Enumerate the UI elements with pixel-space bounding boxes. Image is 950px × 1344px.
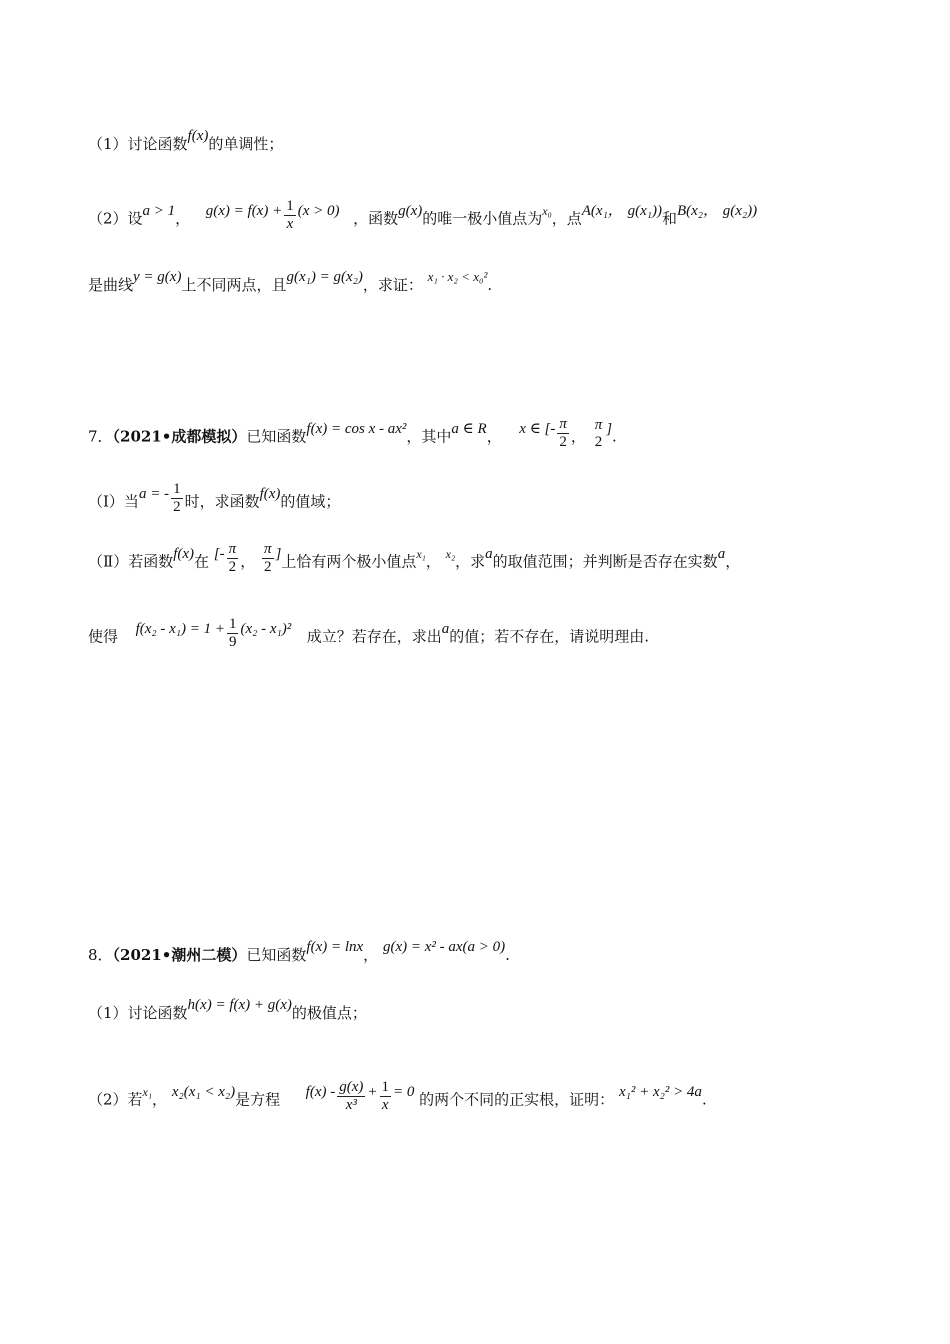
q7-end: . bbox=[612, 427, 617, 446]
q8-part1 bbox=[88, 997, 890, 1024]
q7-l2-fraction bbox=[227, 616, 239, 651]
q7-dom-two1: 2 bbox=[559, 434, 567, 450]
q7-part2-line2 bbox=[88, 616, 890, 655]
q7-dom-right: ] bbox=[606, 420, 613, 437]
q7-dom-pi2: π bbox=[594, 416, 603, 433]
q6-pointA: A(x₁， bbox=[581, 202, 623, 219]
q6-x0: x₀ bbox=[542, 203, 552, 218]
q8-part2 bbox=[88, 1079, 890, 1118]
q6-text2: 的唯一极小值点为 bbox=[422, 209, 543, 228]
q6-equal: g(x₁) = g(x₂) bbox=[286, 269, 363, 285]
q8-header bbox=[88, 939, 890, 966]
q7-p1-num: 1 bbox=[173, 481, 181, 497]
q7-p2-int-right: ] bbox=[275, 545, 282, 562]
q7-fdef: f(x) = cos x - ax² bbox=[306, 420, 407, 437]
q6-gdef-den: x bbox=[286, 216, 294, 232]
q8-p2-claim: x₁² + x₂² > 4a bbox=[618, 1083, 702, 1100]
q8-p1-suffix: 的极值点； bbox=[291, 1004, 367, 1022]
q6-comma1: ， bbox=[175, 209, 191, 228]
q6-gdef-fraction bbox=[284, 198, 296, 233]
q7-p2-text3: ，求 bbox=[455, 552, 486, 571]
q7-l2-prefix: 使得 bbox=[88, 627, 119, 646]
q7-p2-end: ， bbox=[725, 552, 741, 571]
q8-p2-num2: 1 bbox=[381, 1079, 389, 1095]
q6-claim: x₁ · x₂ < x₀² bbox=[427, 269, 488, 284]
q7-p2-int-left: [- bbox=[213, 545, 225, 562]
q6-part1 bbox=[88, 128, 890, 155]
q7-p2-a2: a bbox=[717, 545, 726, 562]
q8-p2-text1: 是方程 bbox=[235, 1090, 281, 1109]
q6-l2-end: . bbox=[487, 276, 493, 294]
q6-part2 bbox=[88, 198, 890, 237]
q7-p2-frac2 bbox=[262, 541, 274, 576]
q7-p1-fraction bbox=[171, 481, 183, 516]
q6-curve: y = g(x) bbox=[133, 269, 182, 285]
q7-dom-pi1: π bbox=[559, 416, 567, 432]
q8-p2-prefix: （2）若 bbox=[88, 1090, 143, 1109]
q6-part1-suffix: 的单调性； bbox=[208, 135, 284, 153]
q8-number: 8． bbox=[88, 946, 113, 964]
q6-gdef-left: g(x) = f(x) + bbox=[205, 202, 283, 219]
q6-l2-text2: ，求证： bbox=[362, 276, 423, 294]
q7-text2: ，其中 bbox=[406, 427, 452, 446]
q6-text3: ，点 bbox=[551, 209, 582, 228]
q7-p2-pi1: π bbox=[228, 541, 237, 557]
q7-p2-text4: 的取值范围；并判断是否存在实数 bbox=[492, 552, 718, 571]
q6-part1-math: f(x) bbox=[187, 128, 209, 144]
q6-part1-prefix: （1）讨论函数 bbox=[88, 135, 188, 153]
q7-p2-sep: ， bbox=[240, 552, 256, 571]
q8-p2-x1: x₁ bbox=[142, 1084, 153, 1099]
q8-text1: 已知函数 bbox=[246, 946, 307, 964]
q6-and: 和 bbox=[661, 209, 677, 228]
q7-source: （2021•成都模拟） bbox=[112, 427, 247, 446]
q7-comma: ， bbox=[486, 427, 502, 446]
q6-gx: g(x) bbox=[398, 202, 423, 219]
q6-l2-prefix: 是曲线 bbox=[88, 276, 134, 294]
q8-p2-frac1 bbox=[337, 1079, 365, 1114]
q8-p2-num1: g(x) bbox=[339, 1079, 364, 1095]
q8-p1-hdef: h(x) = f(x) + g(x) bbox=[187, 997, 292, 1013]
q7-p1-text1: 时，求函数 bbox=[184, 492, 260, 511]
q6-cond-a: a > 1 bbox=[142, 202, 176, 219]
q8-p2-x2: x₂(x₁ < x₂) bbox=[171, 1083, 236, 1100]
q7-p1-fx: f(x) bbox=[259, 485, 281, 502]
q8-comma: ， bbox=[363, 946, 379, 964]
q7-l2-eq-right: (x₂ - x₁)² bbox=[240, 620, 292, 637]
q6-gdef-right: (x > 0) bbox=[297, 202, 340, 219]
q7-l2-num: 1 bbox=[228, 616, 237, 632]
q7-p2-prefix: （Ⅱ）若函数 bbox=[88, 552, 174, 571]
q7-dom-two2: 2 bbox=[594, 433, 603, 450]
q7-header bbox=[88, 416, 890, 455]
q7-part2 bbox=[88, 541, 890, 580]
q8-p2-den2: x bbox=[381, 1097, 389, 1113]
q7-l2-a: a bbox=[441, 620, 450, 637]
q8-p2-comma: ， bbox=[152, 1090, 168, 1109]
q7-p2-two2: 2 bbox=[263, 559, 272, 575]
q7-number: 7． bbox=[88, 427, 113, 446]
q8-p2-end: . bbox=[701, 1090, 707, 1109]
q8-fdef: f(x) = lnx bbox=[306, 939, 364, 955]
q8-p1-prefix: （1）讨论函数 bbox=[88, 1004, 188, 1022]
q7-p2-two1: 2 bbox=[228, 559, 237, 575]
q8-p2-text2: 的两个不同的正实根，证明： bbox=[419, 1090, 615, 1109]
q8-gdef: g(x) = x² - ax(a > 0) bbox=[382, 939, 506, 955]
q7-l2-text2: 的值；若不存在，请说明理由. bbox=[449, 627, 650, 646]
q7-p1-den: 2 bbox=[173, 499, 181, 515]
q7-l2-text1: 成立？若存在，求出 bbox=[306, 627, 442, 646]
q7-dom-frac1 bbox=[557, 416, 569, 451]
q8-p2-eq-left: f(x) - bbox=[305, 1083, 336, 1100]
q7-dom-frac2 bbox=[593, 417, 605, 451]
q8-p2-frac2 bbox=[380, 1079, 392, 1114]
q8-p2-plus: + bbox=[367, 1083, 378, 1100]
q6-gx1: g(x₁)) bbox=[627, 202, 662, 219]
q7-p2-x1: x₁ bbox=[416, 546, 426, 561]
q7-p1-a-eq: a = - bbox=[138, 485, 170, 502]
q7-dom-sep: ， bbox=[570, 427, 586, 446]
q6-gx2: g(x₂)) bbox=[722, 202, 758, 219]
q6-pointB: B(x₂， bbox=[676, 202, 718, 219]
q6-text1: ，函数 bbox=[353, 209, 399, 228]
q7-text1: 已知函数 bbox=[246, 427, 307, 446]
q6-part2-prefix: （2）设 bbox=[88, 209, 143, 228]
q7-p2-text1: 在 bbox=[194, 552, 210, 571]
q8-source: （2021•潮州二模） bbox=[112, 946, 247, 964]
q7-p1-text2: 的值域； bbox=[280, 492, 341, 511]
q7-part1 bbox=[88, 481, 890, 520]
q6-l2-text1: 上不同两点，且 bbox=[181, 276, 287, 294]
q7-p1-prefix: （Ⅰ）当 bbox=[88, 492, 139, 511]
q8-p2-eq-right: = 0 bbox=[393, 1083, 415, 1100]
q8-p2-den1: x³ bbox=[345, 1097, 357, 1113]
q8-end: . bbox=[505, 946, 510, 964]
q6-gdef-num: 1 bbox=[286, 198, 294, 214]
q7-dom-left: x ∈ [- bbox=[519, 420, 556, 437]
q7-l2-eq-left: f(x₂ - x₁) = 1 + bbox=[135, 620, 225, 637]
q7-p2-frac1 bbox=[227, 541, 239, 576]
q7-p2-a: a bbox=[485, 545, 493, 562]
q7-p2-pi2: π bbox=[263, 541, 272, 557]
q7-p2-fx: f(x) bbox=[173, 545, 195, 562]
q7-aR: a ∈ R bbox=[451, 420, 487, 437]
q7-p2-x2: x₂ bbox=[445, 546, 456, 561]
q7-p2-comma: ， bbox=[425, 552, 441, 571]
q7-p2-text2: 上恰有两个极小值点 bbox=[281, 552, 417, 571]
q6-part2-line2 bbox=[88, 269, 890, 296]
q7-l2-den: 9 bbox=[228, 634, 237, 650]
